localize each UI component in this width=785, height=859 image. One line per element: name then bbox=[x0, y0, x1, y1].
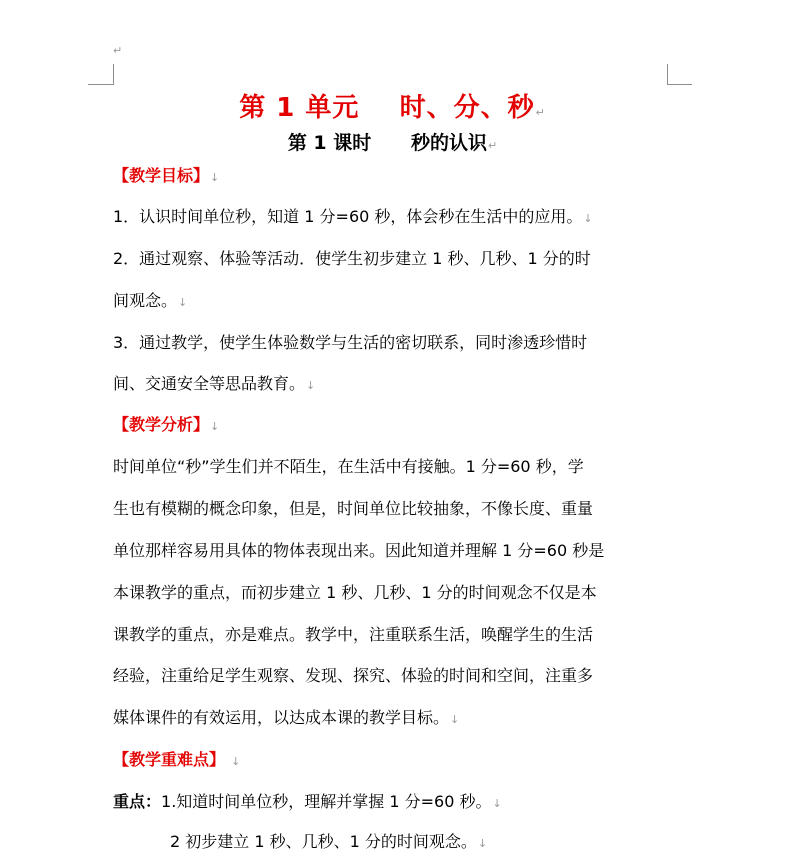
analysis-line-text: 课教学的重点，亦是难点。教学中，注重联系生活，唤醒学生的生活 bbox=[113, 625, 594, 644]
analysis-heading bbox=[113, 415, 219, 437]
line-break-icon: ↓ bbox=[231, 755, 241, 768]
line-break-icon: ↓ bbox=[492, 797, 502, 810]
goals-heading-text: 【教学目标】 bbox=[113, 166, 210, 185]
analysis-line bbox=[113, 708, 459, 730]
line-break-icon: ↓ bbox=[450, 713, 460, 726]
paragraph-mark-icon: ↵ bbox=[113, 44, 123, 57]
goal-line bbox=[113, 374, 315, 396]
analysis-line-text: 单位那样容易用具体的物体表现出来。因此知道并理解 1 分=60 秒是 bbox=[113, 541, 605, 560]
analysis-line-text: 本课教学的重点，而初步建立 1 秒、几秒、1 分的时间观念不仅是本 bbox=[113, 583, 597, 602]
paragraph-mark-icon: ↵ bbox=[535, 106, 546, 119]
analysis-line-text: 媒体课件的有效运用，以达成本课的教学目标。 bbox=[113, 708, 450, 727]
line-break-icon: ↓ bbox=[583, 212, 593, 225]
analysis-line bbox=[113, 457, 584, 477]
line-break-icon: ↓ bbox=[178, 296, 188, 309]
crop-mark-top-right bbox=[667, 64, 692, 85]
lesson-title bbox=[0, 128, 785, 155]
goal-line bbox=[113, 291, 187, 313]
key-point-text: 1.知道时间单位秒，理解并掌握 1 分=60 秒。 bbox=[161, 792, 492, 811]
key-point-text: 2 初步建立 1 秒、几秒、1 分的时间观念。 bbox=[170, 832, 477, 851]
goals-heading bbox=[113, 166, 219, 188]
unit-title-text: 第 1 单元 时、分、秒 bbox=[239, 93, 535, 123]
key-points-heading bbox=[113, 750, 240, 772]
goal-line bbox=[113, 333, 587, 353]
line-break-icon: ↓ bbox=[210, 420, 220, 433]
lesson-title-text: 第 1 课时 秒的认识 bbox=[287, 132, 487, 154]
key-point-line bbox=[113, 792, 502, 814]
analysis-line bbox=[113, 541, 604, 561]
goal-line-text: 2．通过观察、体验等活动．使学生初步建立 1 秒、几秒、1 分的时 bbox=[113, 249, 591, 268]
line-break-icon: ↓ bbox=[210, 171, 220, 184]
paragraph-mark-icon: ↵ bbox=[487, 139, 498, 152]
analysis-line bbox=[113, 583, 597, 603]
key-point-line bbox=[170, 832, 487, 854]
analysis-line bbox=[113, 666, 593, 686]
goal-line-text: 间、交通安全等思品教育。 bbox=[113, 374, 306, 393]
goal-line bbox=[113, 249, 591, 269]
analysis-heading-text: 【教学分析】 bbox=[113, 415, 210, 434]
goal-line bbox=[113, 207, 593, 229]
key-points-heading-text: 【教学重难点】 bbox=[113, 750, 226, 769]
line-break-icon: ↓ bbox=[477, 837, 488, 850]
goal-line-text: 3．通过教学，使学生体验数学与生活的密切联系，同时渗透珍惜时 bbox=[113, 333, 588, 352]
analysis-line-text: 时间单位“秒”学生们并不陌生，在生活中有接触。1 分=60 秒，学 bbox=[113, 457, 584, 476]
unit-title bbox=[0, 87, 785, 124]
analysis-line bbox=[113, 499, 593, 519]
analysis-line-text: 经验，注重给足学生观察、发现、探究、体验的时间和空间，注重多 bbox=[113, 666, 594, 685]
line-break-icon: ↓ bbox=[306, 379, 316, 392]
key-point-label: 重点： bbox=[113, 792, 162, 811]
analysis-line bbox=[113, 625, 593, 645]
goal-line-text: 间观念。 bbox=[113, 291, 178, 310]
goal-line-text: 1．认识时间单位秒，知道 1 分=60 秒，体会秒在生活中的应用。 bbox=[113, 207, 583, 226]
analysis-line-text: 生也有模糊的概念印象，但是，时间单位比较抽象，不像长度、重量 bbox=[113, 499, 594, 518]
crop-mark-top-left bbox=[88, 64, 114, 85]
